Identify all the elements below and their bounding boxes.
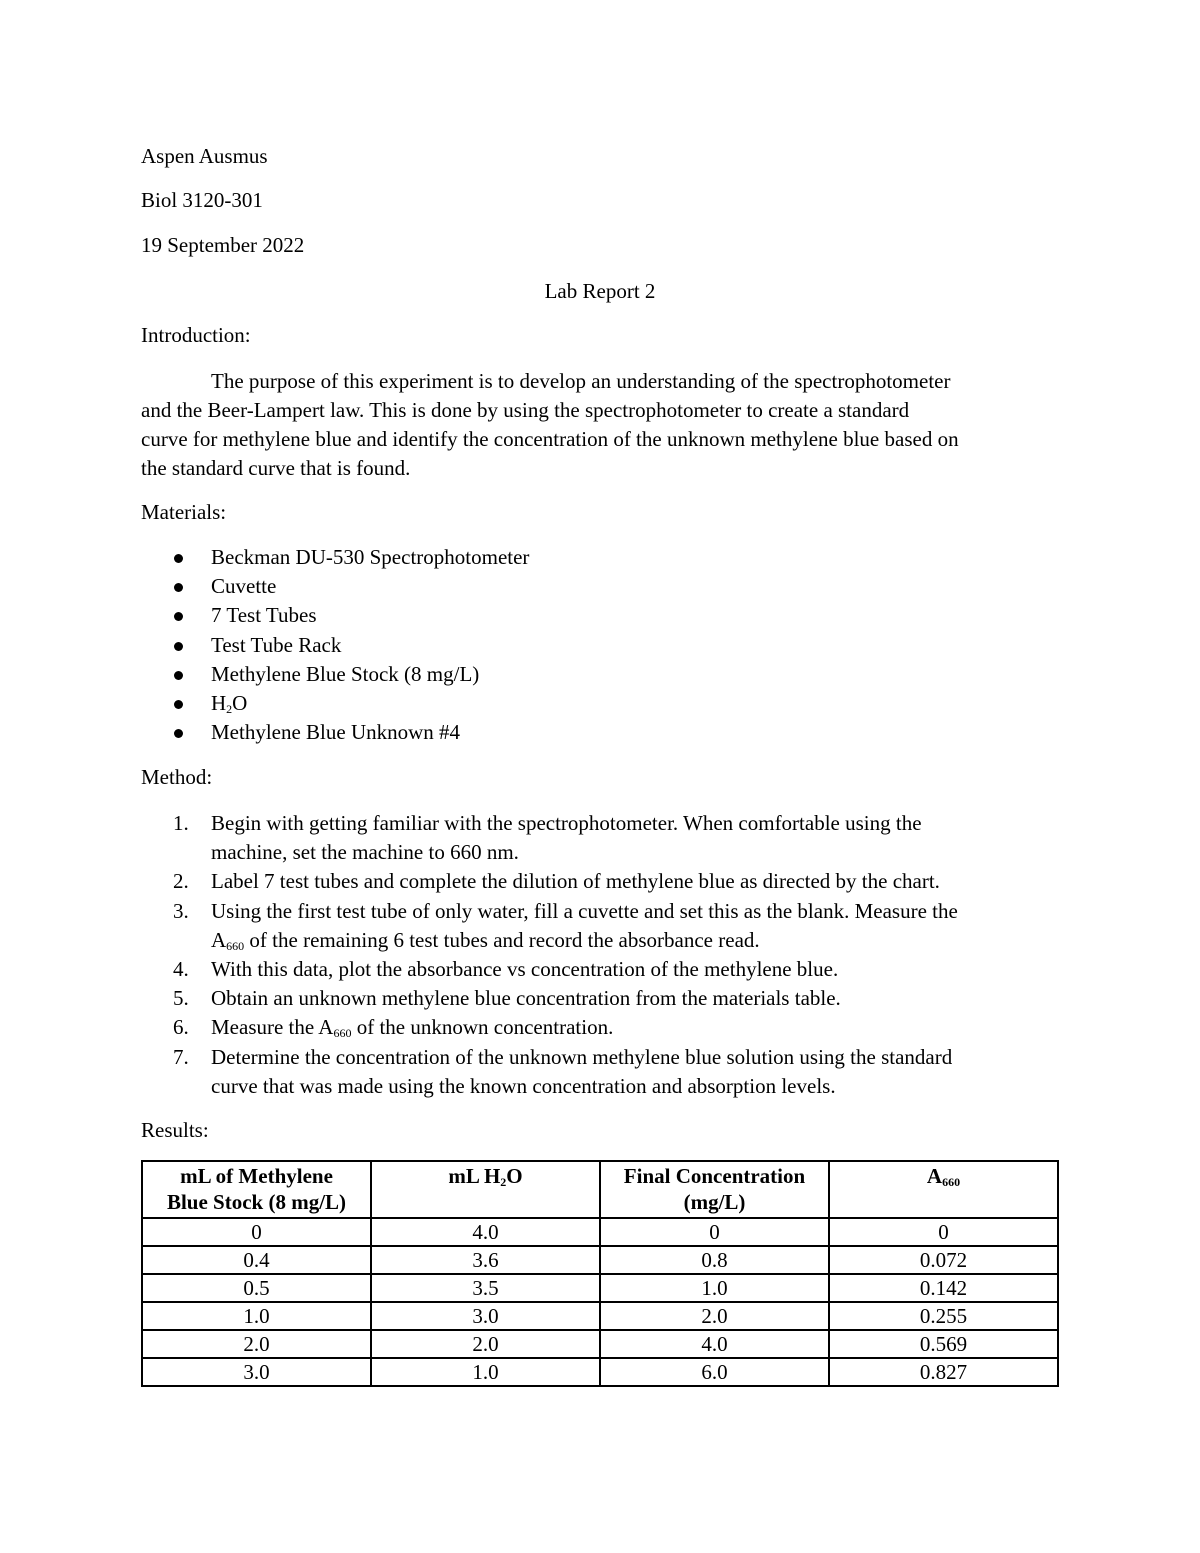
method-steps: [141, 809, 958, 1101]
table-cell: 0.255: [829, 1302, 1058, 1330]
table-cell: 1.0: [600, 1274, 829, 1302]
materials-item: Beckman DU-530 Spectrophotometer: [141, 543, 529, 572]
table-cell: 3.6: [371, 1246, 600, 1274]
table-cell: 0.569: [829, 1330, 1058, 1358]
method-heading: Method:: [141, 765, 213, 789]
introduction-line: The purpose of this experiment is to develop an understanding of the spectrophotometer: [211, 369, 951, 393]
materials-item: Methylene Blue Unknown #4: [141, 718, 529, 747]
table-header-row: [142, 1161, 1058, 1218]
table-cell: 0.5: [142, 1274, 371, 1302]
bullet-icon: [174, 671, 183, 680]
table-cell: 2.0: [600, 1302, 829, 1330]
table-cell: 6.0: [600, 1358, 829, 1386]
table-row: [142, 1302, 1058, 1330]
introduction-line: and the Beer-Lampert law. This is done by using the spectrophotometer to create a standard: [141, 398, 910, 422]
column-header-absorbance: $A_{660}$: [829, 1161, 1058, 1218]
method-step: 5. Obtain an unknown methylene blue concentration from the materials table.: [173, 986, 841, 1011]
table-cell: 2.0: [371, 1330, 600, 1358]
introduction-heading: Introduction:: [141, 323, 251, 347]
bullet-icon: [174, 729, 183, 738]
table-cell: 0: [142, 1218, 371, 1246]
introduction-paragraph: [141, 367, 1071, 483]
table-row: [142, 1274, 1058, 1302]
column-header-water: mL $H_2O$: [371, 1161, 600, 1218]
materials-list: [141, 543, 529, 747]
table-row: [142, 1330, 1058, 1358]
table-cell: 4.0: [371, 1218, 600, 1246]
method-step: 1. Begin with getting familiar with the spectrophotometer. When comfortable using the machine, set the machine to 660 nm.: [173, 811, 922, 865]
method-step: 3. Using the first test tube of only water, fill a cuvette and set this as the blank. Measure the $A_{660}$ of the remaining 6 test tubes and record the absorbance read.: [173, 898, 958, 953]
table-cell: 3.0: [371, 1302, 600, 1330]
materials-item: Cuvette: [141, 572, 529, 601]
table-cell: 0.827: [829, 1358, 1058, 1386]
column-header-stock: mL of Methylene Blue Stock (8 mg/L): [142, 1161, 371, 1218]
table-cell: 0: [829, 1218, 1058, 1246]
introduction-line: the standard curve that is found.: [141, 456, 411, 480]
method-step: 4. With this data, plot the absorbance vs concentration of the methylene blue.: [173, 957, 839, 982]
results-heading: Results:: [141, 1118, 209, 1142]
table-cell: 0.8: [600, 1246, 829, 1274]
bullet-icon: [174, 612, 183, 621]
table-cell: 4.0: [600, 1330, 829, 1358]
method-step: 2. Label 7 test tubes and complete the dilution of methylene blue as directed by the chart.: [173, 869, 940, 894]
introduction-line: curve for methylene blue and identify the concentration of the unknown methylene blue based on: [141, 427, 959, 451]
materials-item: 7 Test Tubes: [141, 601, 529, 630]
results-table: [141, 1160, 1059, 1387]
report-title: Lab Report 2: [544, 279, 656, 303]
author-name: Aspen Ausmus: [141, 144, 268, 168]
table-cell: 1.0: [371, 1358, 600, 1386]
table-row: [142, 1246, 1058, 1274]
table-row: [142, 1218, 1058, 1246]
bullet-icon: [174, 583, 183, 592]
table-cell: 0.072: [829, 1246, 1058, 1274]
table-cell: 3.5: [371, 1274, 600, 1302]
materials-item: Methylene Blue Stock (8 mg/L): [141, 660, 529, 689]
table-cell: 2.0: [142, 1330, 371, 1358]
report-date: 19 September 2022: [141, 233, 305, 257]
bullet-icon: [174, 642, 183, 651]
table-row: [142, 1358, 1058, 1386]
bullet-icon: [174, 700, 183, 709]
column-header-concentration: Final Concentration (mg/L): [600, 1161, 829, 1218]
table-cell: 0: [600, 1218, 829, 1246]
table-cell: 3.0: [142, 1358, 371, 1386]
table-cell: 1.0: [142, 1302, 371, 1330]
materials-heading: Materials:: [141, 500, 227, 524]
course-number: Biol 3120-301: [141, 188, 263, 212]
bullet-icon: [174, 554, 183, 563]
materials-item: Test Tube Rack: [141, 631, 529, 660]
materials-item: $H_2O$: [141, 689, 529, 718]
method-step: 6. Measure the $A_{660}$ of the unknown concentration.: [173, 1015, 614, 1041]
method-step: 7. Determine the concentration of the unknown methylene blue solution using the standard curve that was made using the known concentration and absorption levels.: [173, 1044, 953, 1098]
table-cell: 0.4: [142, 1246, 371, 1274]
table-cell: 0.142: [829, 1274, 1058, 1302]
